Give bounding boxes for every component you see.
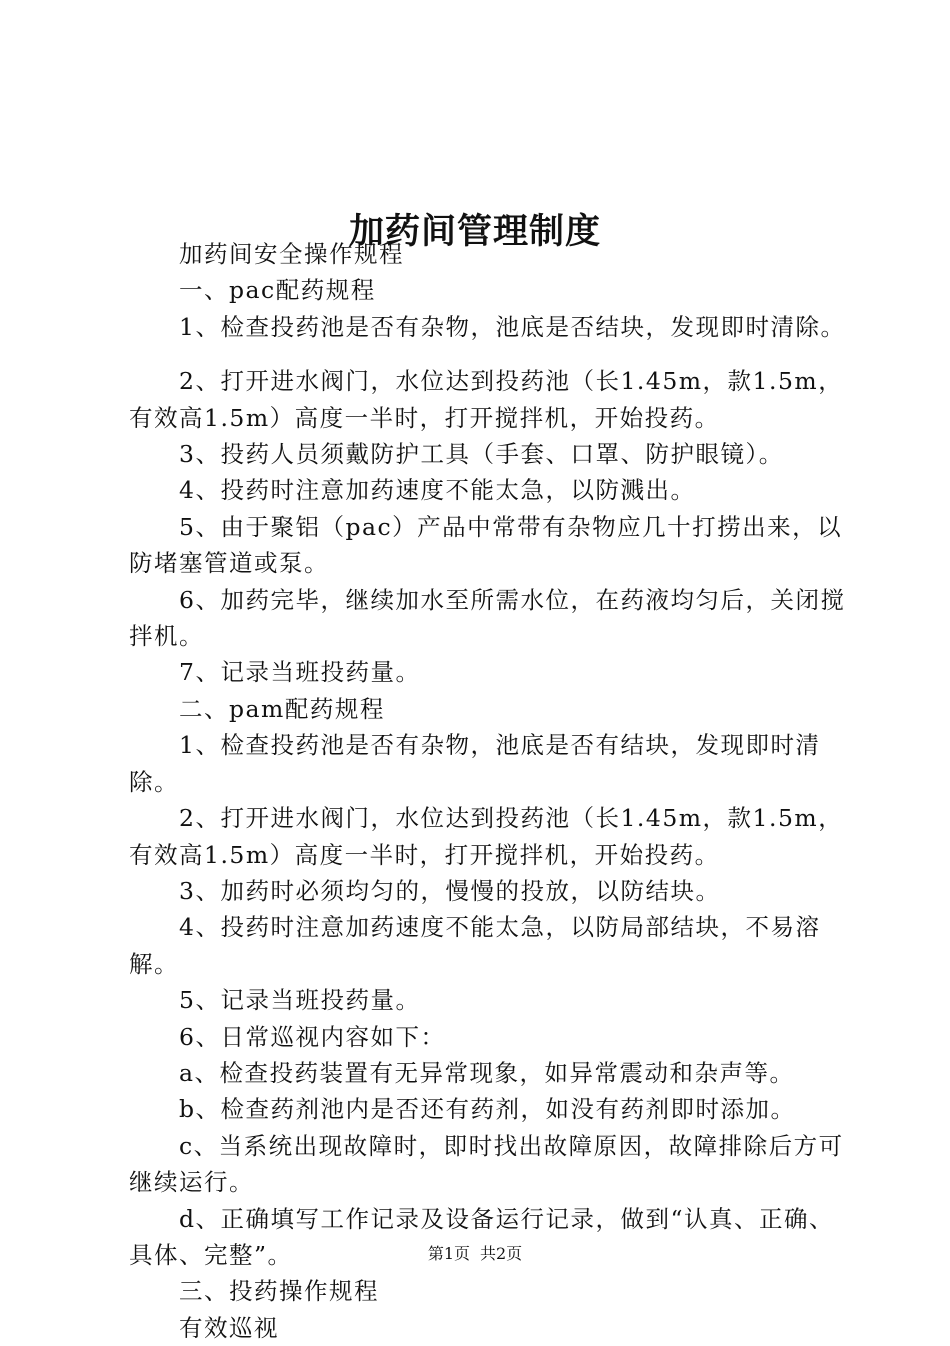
page-number: 第1页 xyxy=(427,1244,470,1263)
paragraph: 1、检查投药池是否有杂物，池底是否有结块，发现即时清除。 xyxy=(129,731,821,796)
paragraph: 6、日常巡视内容如下： xyxy=(179,1022,446,1051)
paragraph: 4、投药时注意加药速度不能太急，以防局部结块，不易溶解。 xyxy=(129,913,821,978)
section-heading: 三、投药操作规程 xyxy=(179,1277,379,1306)
paragraph: 7、记录当班投药量。 xyxy=(179,658,421,687)
paragraph: 加药间安全操作规程 xyxy=(179,240,404,268)
paragraph: c、当系统出现故障时，即时找出故障原因，故障排除后方可继续运行。 xyxy=(129,1131,844,1197)
section-heading: 一、pac配药规程 xyxy=(179,276,376,305)
paragraph: 1、检查投药池是否有杂物，池底是否结块，发现即时清除。 xyxy=(179,312,846,341)
paragraph: 6、加药完毕，继续加水至所需水位，在药液均匀后，关闭搅拌机。 xyxy=(129,585,846,651)
document-body xyxy=(129,236,854,1346)
paragraph: 5、由于聚铝（pac）产品中常带有杂物应几十打捞出来，以防堵塞管道或泵。 xyxy=(129,512,843,578)
paragraph: b、检查药剂池内是否还有药剂，如没有药剂即时添加。 xyxy=(179,1095,796,1124)
paragraph: 2、打开进水阀门，水位达到投药池（长1.45m，款1.5m，有效高1.5m）高度一半时，打开搅拌机，开始投药。 xyxy=(129,367,844,432)
paragraph: 4、投药时注意加药速度不能太急，以防溅出。 xyxy=(179,476,696,505)
page-total: 共2页 xyxy=(480,1244,523,1263)
paragraph: 5、记录当班投药量。 xyxy=(179,986,421,1015)
paragraph: 有效巡视 xyxy=(179,1313,279,1342)
page-title: 加药间管理制度 xyxy=(348,211,601,253)
page-footer xyxy=(0,1243,950,1265)
paragraph: 3、投药人员须戴防护工具（手套、口罩、防护眼镜）。 xyxy=(179,440,784,469)
paragraph: a、检查投药装置有无异常现象，如异常震动和杂声等。 xyxy=(179,1058,795,1087)
paragraph: 2、打开进水阀门，水位达到投药池（长1.45m，款1.5m，有效高1.5m）高度一半时，打开搅拌机，开始投药。 xyxy=(129,804,844,869)
paragraph: 3、加药时必须均匀的，慢慢的投放，以防结块。 xyxy=(179,876,721,905)
paragraph: d、正确填写工作记录及设备运行记录，做到“认真、正确、具体、完整”。 xyxy=(129,1204,835,1269)
section-heading: 二、pam配药规程 xyxy=(179,694,385,723)
